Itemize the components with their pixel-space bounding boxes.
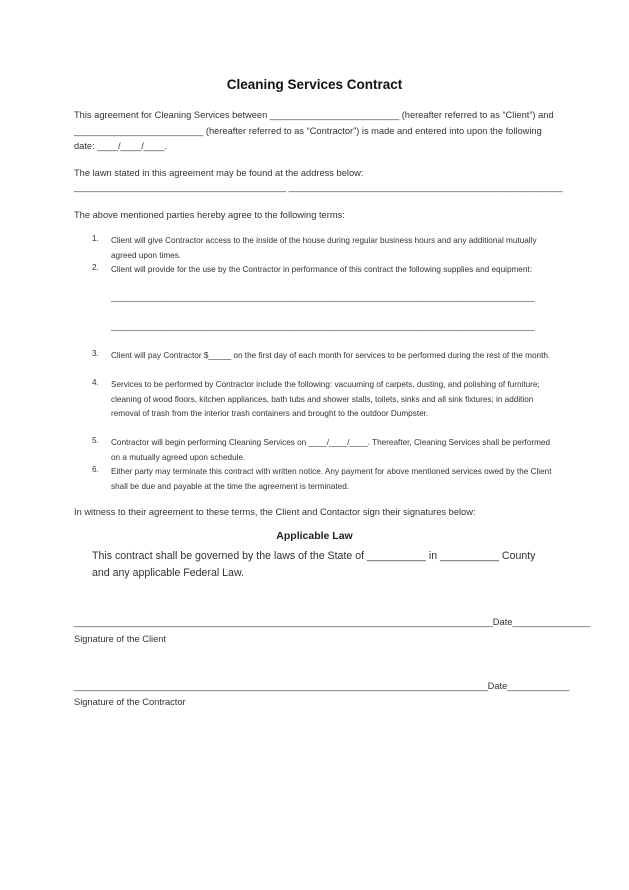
witness-statement: In witness to their agreement to these terms, the Client and Contactor sign their signatures below:: [74, 507, 476, 517]
term-text: Client will provide for the use by the Contractor in performance of this contract the following supplies and equipment:: [111, 265, 532, 274]
contractor-signature-line: ________________________________________________________________________________Date____________: [74, 681, 570, 691]
term-number: 4.: [92, 378, 99, 387]
term-number: 5.: [92, 436, 99, 445]
term-text: Contractor will begin performing Cleaning Services on ____/____/____. Thereafter, Cleaning Services shall be performed on a mutually agreed upon schedule.: [111, 438, 551, 462]
supplies-blank-line: _____________________________________________________________________________________________: [111, 293, 535, 302]
term-number: 6.: [92, 465, 99, 474]
applicable-law-heading: Applicable Law: [276, 530, 353, 542]
term-text: Either party may terminate this contract with written notice. Any payment for above mentioned services owed by the Client shall be due and payable at the time the agreement is terminated.: [111, 467, 552, 491]
document-title: Cleaning Services Contract: [226, 77, 403, 92]
contractor-signature-label: Signature of the Contractor: [74, 697, 186, 707]
applicable-law-text: This contract shall be governed by the laws of the State of __________ in __________ County and any applicable Federal Law.: [92, 550, 536, 579]
term-text: Services to be performed by Contractor include the following: vacuuming of carpets, dusting, and polishing of furniture; cleaning of wood floors, kitchen appliances, bath tubs and shower stalls, toilets, sinks and all sink fixtures; in addition removal of trash from the interior trash containers and brought to the outdoor Dumpster.: [111, 380, 540, 418]
client-signature-label: Signature of the Client: [74, 634, 166, 644]
term-number: 2.: [92, 263, 99, 272]
lawn-statement: The lawn stated in this agreement may be found at the address below:: [74, 168, 364, 178]
term-number: 1.: [92, 234, 99, 243]
client-signature-line: _________________________________________________________________________________Date_______________: [74, 617, 591, 627]
address-line: _________________________________________ _____________________________________________________: [74, 182, 563, 192]
intro-paragraph: This agreement for Cleaning Services between _________________________ (hereafter referred to as “Client”) and _________________________ (hereafter referred to as “Contractor”) is made and entered into upon the following date: ____/____/____.: [74, 110, 554, 151]
supplies-blank-line: _____________________________________________________________________________________________: [111, 322, 535, 331]
term-text: Client will give Contractor access to the inside of the house during regular business hours and any additional mutually agreed upon times.: [111, 236, 537, 260]
term-number: 3.: [92, 349, 99, 358]
terms-intro: The above mentioned parties hereby agree to the following terms:: [74, 210, 345, 220]
term-text: Client will pay Contractor $_____ on the first day of each month for services to be performed during the rest of the month.: [111, 351, 551, 360]
